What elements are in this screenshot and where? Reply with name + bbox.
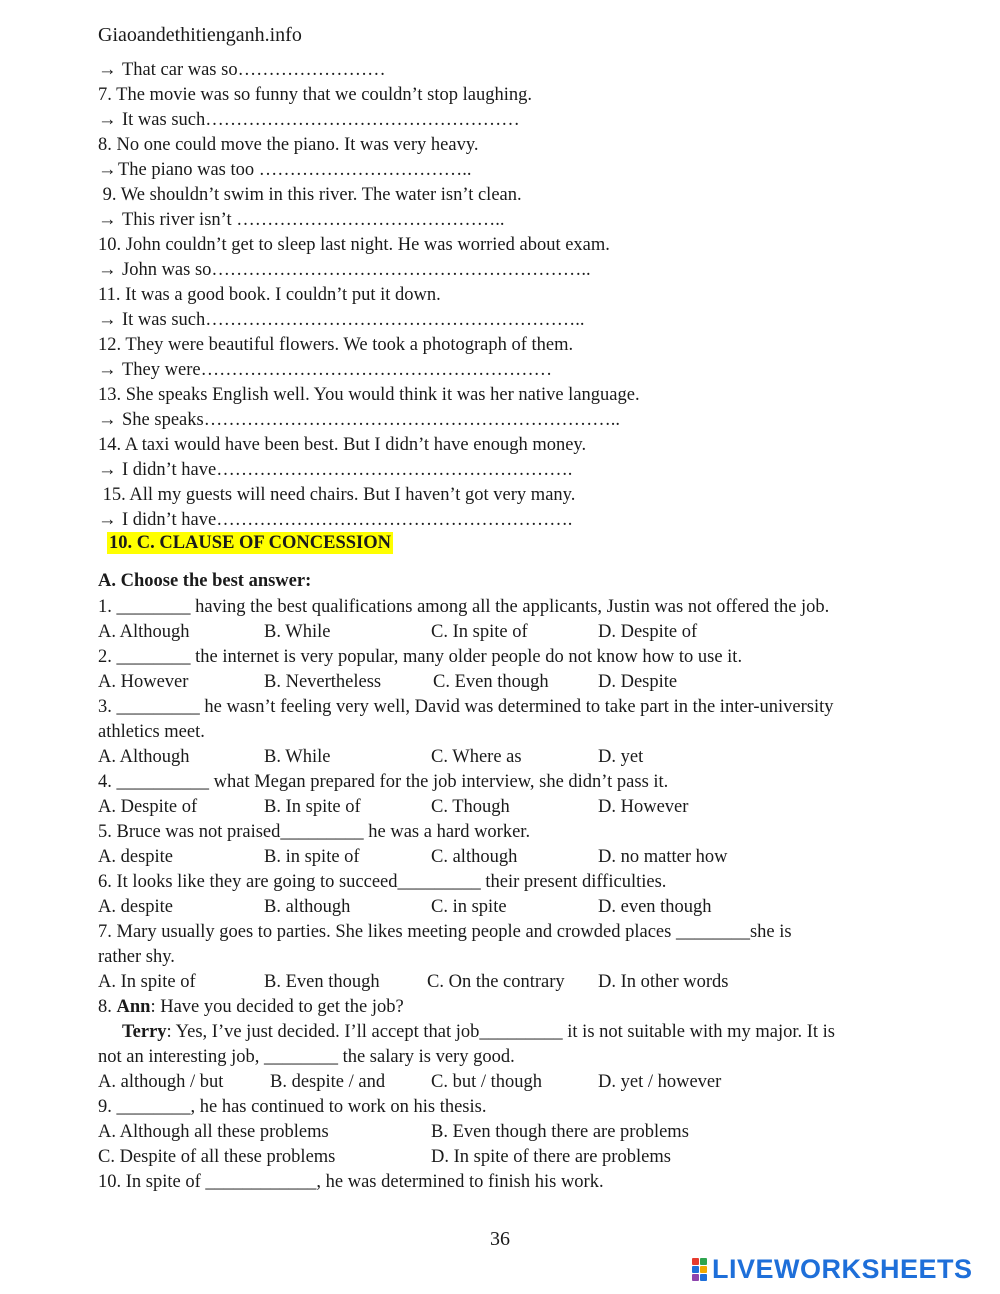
question: 6. It looks like they are going to succeed_________ their present difficulties. xyxy=(98,872,667,892)
page-number: 36 xyxy=(490,1228,510,1250)
list-item: 8. No one could move the piano. It was very heavy. xyxy=(98,135,479,155)
list-item: 13. She speaks English well. You would think it was her native language. xyxy=(98,385,640,405)
list-item: → This river isn’t …………………………………….. xyxy=(98,210,505,230)
arrow-icon: → xyxy=(98,60,117,80)
question: 10. In spite of ____________, he was determined to finish his work. xyxy=(98,1172,604,1192)
option-a[interactable]: A. despite xyxy=(98,897,174,917)
arrow-icon: → xyxy=(98,260,117,280)
speaker-name: Ann xyxy=(116,997,151,1017)
option-a[interactable]: A. Although all these problems xyxy=(98,1122,329,1142)
section-title: 10. C. CLAUSE OF CONCESSION xyxy=(109,533,391,553)
option-b[interactable]: B. Nevertheless xyxy=(264,672,382,692)
option-b[interactable]: B. In spite of xyxy=(264,797,361,817)
option-c[interactable]: C. in spite xyxy=(431,897,507,917)
option-d[interactable]: D. In spite of there are problems xyxy=(431,1147,671,1167)
option-d[interactable]: D. yet / however xyxy=(598,1072,722,1092)
arrow-icon: → xyxy=(98,160,117,180)
list-item: 9. We shouldn’t swim in this river. The water isn’t clean. xyxy=(98,185,522,205)
liveworksheets-logo[interactable] xyxy=(692,1254,973,1284)
question: 8. Ann: Have you decided to get the job? xyxy=(98,997,404,1017)
arrow-icon: → xyxy=(98,460,117,480)
arrow-icon: → xyxy=(98,510,117,530)
option-b[interactable]: B. Even though there are problems xyxy=(431,1122,689,1142)
option-d[interactable]: D. In other words xyxy=(598,972,729,992)
arrow-icon: → xyxy=(98,310,117,330)
option-b[interactable]: B. Even though xyxy=(264,972,380,992)
arrow-icon: → xyxy=(98,210,117,230)
option-a[interactable]: A. Despite of xyxy=(98,797,198,817)
option-d[interactable]: D. even though xyxy=(598,897,712,917)
question: 7. Mary usually goes to parties. She likes meeting people and crowded places ________she is xyxy=(98,922,792,942)
list-item: 15. All my guests will need chairs. But I haven’t got very many. xyxy=(98,485,576,505)
arrow-icon: → xyxy=(98,110,117,130)
option-d[interactable]: D. Despite of xyxy=(598,622,698,642)
option-b[interactable]: B. While xyxy=(264,622,331,642)
option-b[interactable]: B. in spite of xyxy=(264,847,360,867)
option-b[interactable]: B. While xyxy=(264,747,331,767)
option-c[interactable]: C. Though xyxy=(431,797,510,817)
option-d[interactable]: D. Despite xyxy=(598,672,678,692)
option-c[interactable]: C. although xyxy=(431,847,518,867)
site-header: Giaoandethitienganh.info xyxy=(98,24,302,46)
option-c[interactable]: C. In spite of xyxy=(431,622,528,642)
option-c[interactable]: C. but / though xyxy=(431,1072,543,1092)
question-dialogue: Terry: Yes, I’ve just decided. I’ll accept that job_________ it is not suitable with my major. It is xyxy=(122,1022,836,1042)
option-d[interactable]: D. yet xyxy=(598,747,644,767)
option-a[interactable]: A. Although xyxy=(98,747,190,767)
list-item: → That car was so…………………… xyxy=(98,60,386,80)
arrow-icon: → xyxy=(98,410,117,430)
option-b[interactable]: B. despite / and xyxy=(270,1072,386,1092)
option-c[interactable]: C. Despite of all these problems xyxy=(98,1147,336,1167)
question: 9. ________, he has continued to work on his thesis. xyxy=(98,1097,487,1117)
list-item: → I didn’t have…………………………………………………. xyxy=(98,510,573,530)
list-item: → It was such…………………………………………………….. xyxy=(98,310,585,330)
question-continuation: athletics meet. xyxy=(98,722,205,742)
question: 5. Bruce was not praised_________ he was a hard worker. xyxy=(98,822,531,842)
question-continuation: not an interesting job, ________ the salary is very good. xyxy=(98,1047,515,1067)
question: 3. _________ he wasn’t feeling very well, David was determined to take part in the inter-university xyxy=(98,697,834,717)
option-d[interactable]: D. no matter how xyxy=(598,847,728,867)
option-a[interactable]: A. despite xyxy=(98,847,174,867)
arrow-icon: → xyxy=(98,360,117,380)
list-item: 7. The movie was so funny that we couldn’t stop laughing. xyxy=(98,85,533,105)
question: 4. __________ what Megan prepared for the job interview, she didn’t pass it. xyxy=(98,772,669,792)
question-continuation: rather shy. xyxy=(98,947,175,967)
list-item: → John was so…………………………………………………….. xyxy=(98,260,591,280)
option-c[interactable]: C. Even though xyxy=(433,672,549,692)
option-a[interactable]: A. In spite of xyxy=(98,972,196,992)
option-a[interactable]: A. Although xyxy=(98,622,190,642)
list-item: → I didn’t have…………………………………………………. xyxy=(98,460,573,480)
list-item: 14. A taxi would have been best. But I didn’t have enough money. xyxy=(98,435,587,455)
list-item: → They were………………………………………………… xyxy=(98,360,553,380)
question: 1. ________ having the best qualifications among all the applicants, Justin was not offered the job. xyxy=(98,597,830,617)
list-item: 11. It was a good book. I couldn’t put it down. xyxy=(98,285,441,305)
speaker-name: Terry xyxy=(122,1022,167,1042)
option-c[interactable]: C. On the contrary xyxy=(427,972,565,992)
option-a[interactable]: A. although / but xyxy=(98,1072,224,1092)
option-b[interactable]: B. although xyxy=(264,897,351,917)
option-d[interactable]: D. However xyxy=(598,797,689,817)
question: 2. ________ the internet is very popular, many older people do not know how to use it. xyxy=(98,647,743,667)
option-c[interactable]: C. Where as xyxy=(431,747,522,767)
brand-name: LIVEWORKSHEETS xyxy=(712,1253,973,1284)
option-a[interactable]: A. However xyxy=(98,672,189,692)
list-item: 10. John couldn’t get to sleep last night. He was worried about exam. xyxy=(98,235,610,255)
list-item: 12. They were beautiful flowers. We took a photograph of them. xyxy=(98,335,574,355)
list-item: →The piano was too …………………………….. xyxy=(98,160,472,180)
list-item: → She speaks………………………………………………………….. xyxy=(98,410,620,430)
logo-blocks-icon xyxy=(692,1258,707,1281)
list-item: → It was such…………………………………………… xyxy=(98,110,520,130)
part-a-title: A. Choose the best answer: xyxy=(98,571,312,591)
